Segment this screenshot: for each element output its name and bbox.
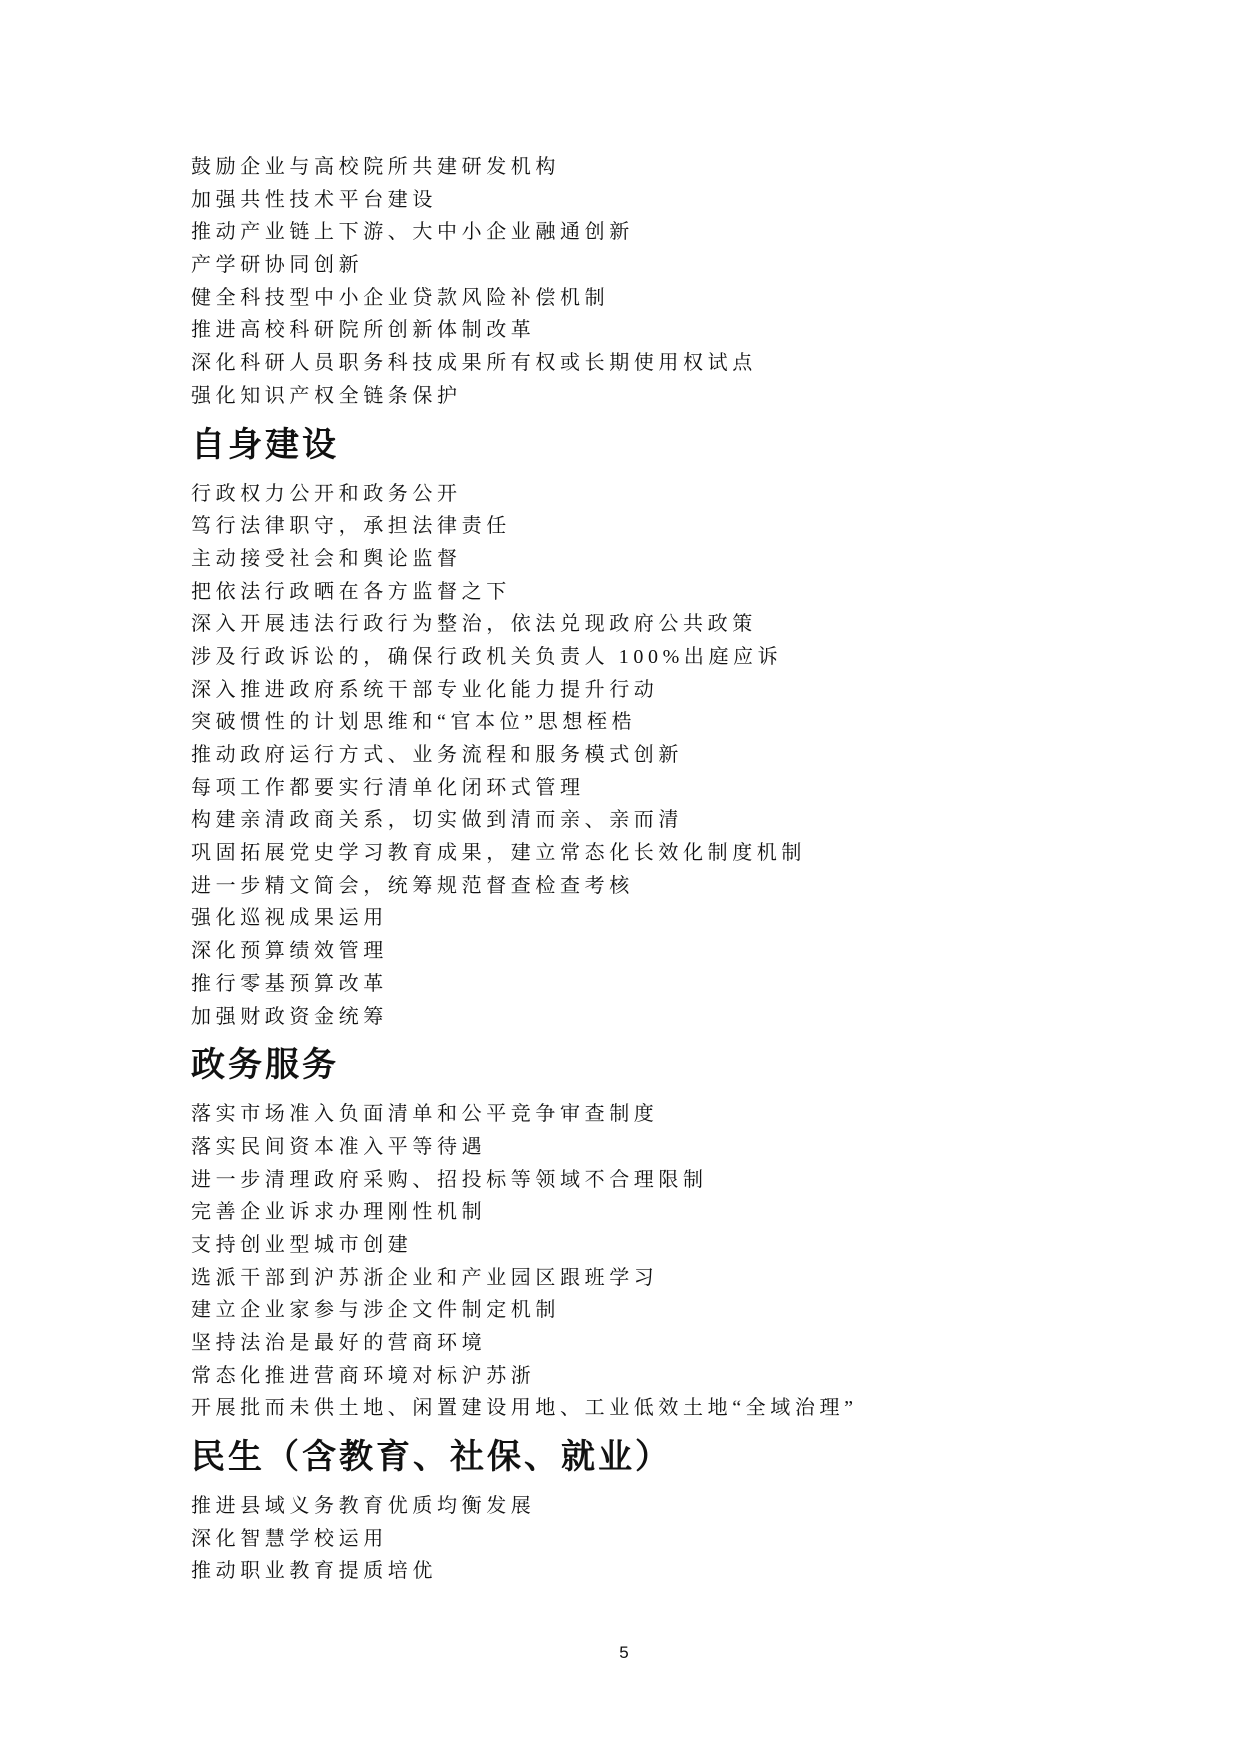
list-item: 深化预算绩效管理 xyxy=(191,940,388,963)
section-heading: 自身建设 xyxy=(191,426,339,464)
list-item: 选派干部到沪苏浙企业和产业园区跟班学习 xyxy=(191,1266,659,1289)
list-item: 落实民间资本准入平等待遇 xyxy=(191,1135,487,1158)
list-item: 强化知识产权全链条保护 xyxy=(191,384,462,407)
list-item: 常态化推进营商环境对标沪苏浙 xyxy=(191,1364,536,1387)
list-item: 巩固拓展党史学习教育成果，建立常态化长效化制度机制 xyxy=(191,842,806,865)
list-item: 支持创业型城市创建 xyxy=(191,1233,413,1256)
list-item: 开展批而未供土地、闲置建设用地、工业低效土地“全域治理” xyxy=(191,1397,858,1420)
list-item: 主动接受社会和舆论监督 xyxy=(191,547,462,570)
list-item: 笃行法律职守，承担法律责任 xyxy=(191,515,511,538)
list-item: 构建亲清政商关系，切实做到清而亲、亲而清 xyxy=(191,809,683,832)
list-item: 行政权力公开和政务公开 xyxy=(191,482,462,505)
list-item: 推进高校科研院所创新体制改革 xyxy=(191,319,536,342)
list-item: 突破惯性的计划思维和“官本位”思想桎梏 xyxy=(191,711,637,734)
list-item: 每项工作都要实行清单化闭环式管理 xyxy=(191,776,585,799)
list-item: 深化智慧学校运用 xyxy=(191,1527,388,1550)
list-item: 推行零基预算改革 xyxy=(191,972,388,995)
list-item: 深化科研人员职务科技成果所有权或长期使用权试点 xyxy=(191,352,757,375)
list-item: 完善企业诉求办理刚性机制 xyxy=(191,1201,487,1224)
list-item: 加强财政资金统筹 xyxy=(191,1005,388,1028)
list-item: 推动政府运行方式、业务流程和服务模式创新 xyxy=(191,744,683,766)
list-item: 推进县域义务教育优质均衡发展 xyxy=(191,1495,536,1518)
list-item: 加强共性技术平台建设 xyxy=(191,188,437,211)
section-heading: 民生（含教育、社保、就业） xyxy=(191,1439,672,1477)
list-item: 建立企业家参与涉企文件制定机制 xyxy=(191,1299,560,1322)
document-body xyxy=(191,151,1151,1588)
list-item: 把依法行政晒在各方监督之下 xyxy=(191,580,511,603)
page-number: 5 xyxy=(619,1643,629,1662)
list-item: 进一步清理政府采购、招投标等领域不合理限制 xyxy=(191,1168,708,1191)
list-item: 产学研协同创新 xyxy=(191,254,364,277)
list-item: 深入开展违法行政行为整治，依法兑现政府公共政策 xyxy=(191,613,757,636)
list-item: 推动职业教育提质培优 xyxy=(191,1560,437,1583)
list-item: 强化巡视成果运用 xyxy=(191,907,388,930)
section-heading: 政务服务 xyxy=(191,1047,339,1085)
list-item: 健全科技型中小企业贷款风险补偿机制 xyxy=(191,286,610,309)
list-item: 坚持法治是最好的营商环境 xyxy=(191,1332,487,1354)
list-item: 推动产业链上下游、大中小企业融通创新 xyxy=(191,221,634,244)
list-item: 进一步精文简会，统筹规范督查检查考核 xyxy=(191,874,634,897)
list-item: 涉及行政诉讼的，确保行政机关负责人 100%出庭应诉 xyxy=(191,645,783,668)
list-item: 深入推进政府系统干部专业化能力提升行动 xyxy=(191,678,659,701)
list-item: 鼓励企业与高校院所共建研发机构 xyxy=(191,156,560,178)
list-item: 落实市场准入负面清单和公平竞争审查制度 xyxy=(191,1103,659,1126)
